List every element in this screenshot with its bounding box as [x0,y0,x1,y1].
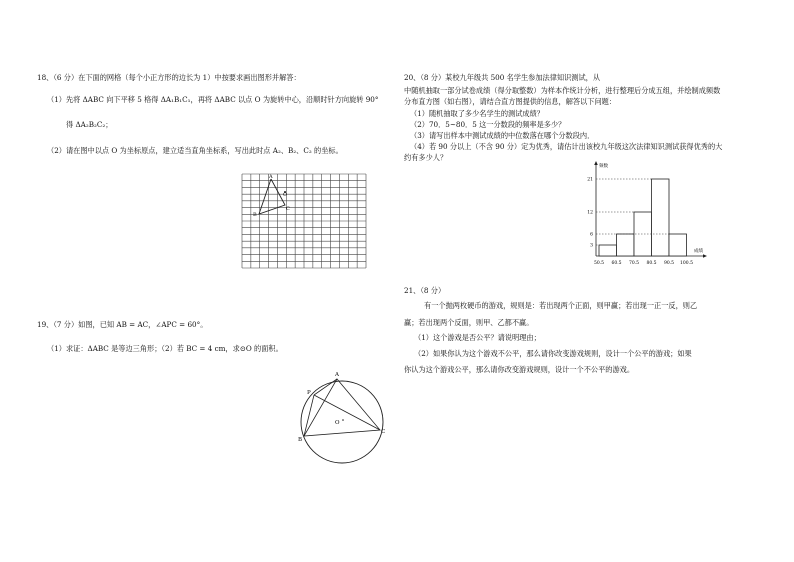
y-tick-label: 21 [587,177,593,183]
q20-item3: （3）请写出样本中测试成绩的中位数落在哪个分数段内． [410,131,595,140]
q18-part1-line1: （1）先将 ΔABC 向下平移 5 格得 ΔA₁B₁C₁，再将 ΔABC 以点 O 为旋转中心，沿顺时针方向旋转 90° [47,95,379,104]
x-axis-label: 成绩 [694,249,703,254]
q20-item4-cont: 约有多少人？ [404,153,448,162]
q20-line2: 中随机抽取一部分试卷成绩（得分取整数）为样本作统计分析，进行整理后分成五组，并绘制成频数 [404,86,721,95]
x-tick-label: 70.5 [628,261,640,266]
x-tick-label: 100.5 [680,261,693,266]
x-tick-label: 80.5 [646,261,657,266]
label-o: O [283,192,288,198]
chords [304,379,380,436]
label-a: A [269,174,273,180]
center-point [342,419,344,421]
q20-line3: 分布直方图（如右图），请结合直方图提供的信息，解答以下问题： [404,97,617,106]
q19-title: 19、（7 分）如图，已知 AB = AC，∠APC = 60°。 [37,320,208,329]
y-tick-label: 6 [590,232,593,238]
grid-lines [242,174,366,268]
label-a: A [335,372,339,378]
x-tick-label: 50.5 [593,261,605,266]
histogram-bar [617,234,635,256]
triangle-abc [259,179,288,214]
q21-item1: （1）这个游戏是否公平？请说明理由； [414,333,541,342]
x-axis-arrow [703,254,707,258]
histogram-bar [652,179,670,256]
q18-title: 18、（6 分）在下面的网格（每个小正方形的边长为 1）中按要求画出图形并解答： [37,73,301,82]
x-tick-label: 60.5 [611,261,622,266]
y-axis-label: 频数 [599,164,608,169]
q21-para2: 赢；若出现两个反面，则甲、乙都不赢。 [404,318,534,327]
label-o: O [335,420,340,426]
q20-item4: （4）若 90 分以上（不含 90 分）定为优秀，请估计出该校九年级这次法律知识测试获得优秀的大 [410,142,723,151]
label-c: C [381,429,386,435]
x-tick-label: 90.5 [663,261,675,266]
q20-line1: 20、（8 分）某校九年级共 500 名学生参加法律知识测试，从 [404,73,601,82]
histogram-bar [599,245,617,256]
label-p: P [307,390,311,396]
q18-part1-line2: 得 ΔA₂B₂C₂； [66,120,113,129]
circle-o [301,381,386,463]
histogram-chart [578,160,718,272]
label-b: B [298,437,303,443]
y-tick-label: 12 [587,210,593,216]
q21-item2-cont: 你认为这个游戏公平，那么请你改变游戏规则，设计一个不公平的游戏。 [404,365,635,374]
y-tick-label: 3 [590,243,593,249]
histogram-bar [669,234,687,256]
q19-parts: （1）求证：ΔABC 是等边三角形；（2）若 BC = 4 cm，求⊙O 的面积。 [47,344,283,353]
q21-title: 21、（8 分） [404,286,446,295]
label-b: B [253,212,257,218]
q21-para1: 有一个抛两枚硬币的游戏，规则是：若出现两个正面，则甲赢；若出现一正一反，则乙 [424,301,698,310]
label-c: C [286,206,290,212]
q19-circle-figure [292,365,397,465]
q18-part2: （2）请在图中以点 O 为坐标原点，建立适当直角坐标系，写出此时点 A₂、B₂、C₂ 的坐标。 [47,146,343,155]
q18-grid-figure [240,172,368,270]
q20-item2: （2）70．5~80．5 这一分数段的频率是多少？ [410,120,566,129]
q20-item1: （1）随机抽取了多少名学生的测试成绩？ [410,109,544,118]
q21-item2: （2）如果你认为这个游戏不公平，那么请你改变游戏规则，设计一个公平的游戏；如果 [414,349,692,358]
histogram-bar [634,212,652,256]
y-axis-arrow [594,161,598,165]
